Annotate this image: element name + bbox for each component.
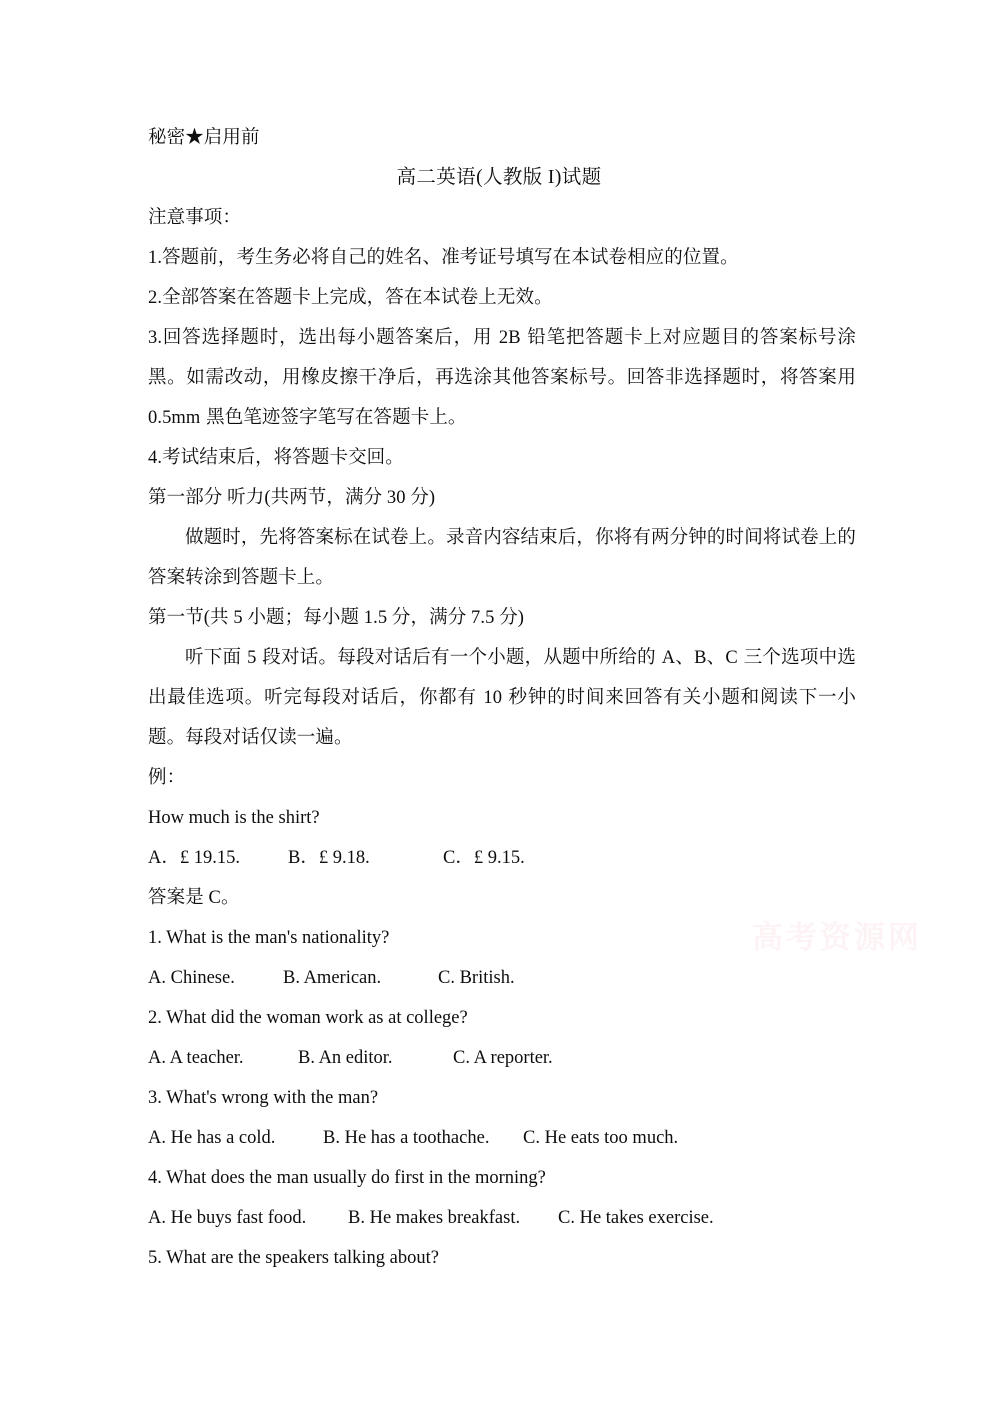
section-one-instruction: 听下面 5 段对话。每段对话后有一个小题，从题中所给的 A、B、C 三个选项中选出最佳选项。听完每段对话后，你都有 10 秒钟的时间来回答有关小题和阅读下一小题。每段对话仅读一遍。 — [148, 648, 856, 748]
example-label: 例： — [148, 768, 186, 788]
question-1-options — [148, 958, 856, 998]
question-3-stem: 3. What's wrong with the man? — [148, 1088, 379, 1108]
question-3-option-a[interactable]: A. He has a cold. — [148, 1128, 276, 1148]
section-one-heading: 第一节(共 5 小题；每小题 1.5 分，满分 7.5 分) — [148, 608, 525, 628]
question-2-option-a[interactable]: A. A teacher. — [148, 1048, 244, 1068]
question-1-option-a[interactable]: A. Chinese. — [148, 968, 235, 988]
page-title: 高二英语(人教版 I)试题 — [396, 167, 602, 188]
example-options — [148, 838, 856, 878]
example-option-b[interactable]: B．£ 9.18. — [288, 848, 370, 868]
example-option-a[interactable]: A．£ 19.15. — [148, 848, 240, 868]
question-2-option-b[interactable]: B. An editor. — [298, 1048, 393, 1068]
question-3-options — [148, 1118, 856, 1158]
question-1-option-c[interactable]: C. British. — [438, 968, 515, 988]
question-2-option-c[interactable]: C. A reporter. — [453, 1048, 553, 1068]
question-4-stem: 4. What does the man usually do first in the morning? — [148, 1168, 546, 1188]
note-item-3: 3.回答选择题时，选出每小题答案后，用 2B 铅笔把答题卡上对应题目的答案标号涂黑。如需改动，用橡皮擦干净后，再选涂其他答案标号。回答非选择题时，将答案用 0.5mm 黑色笔迹签字笔写在答题卡上。 — [148, 328, 856, 428]
question-3-option-b[interactable]: B. He has a toothache. — [323, 1128, 490, 1148]
site-watermark: 高考资源网 — [752, 920, 922, 956]
note-item-4: 4.考试结束后，将答题卡交回。 — [148, 448, 404, 468]
note-item-1: 1.答题前，考生务必将自己的姓名、准考证号填写在本试卷相应的位置。 — [148, 248, 739, 268]
question-4-option-b[interactable]: B. He makes breakfast. — [348, 1208, 521, 1228]
document-content — [148, 118, 856, 1278]
question-2-stem: 2. What did the woman work as at college? — [148, 1008, 468, 1028]
question-5-stem: 5. What are the speakers talking about? — [148, 1248, 439, 1268]
note-item-2: 2.全部答案在答题卡上完成，答在本试卷上无效。 — [148, 288, 553, 308]
question-3-option-c[interactable]: C. He eats too much. — [523, 1128, 679, 1148]
question-1-option-b[interactable]: B. American. — [283, 968, 382, 988]
question-4-option-a[interactable]: A. He buys fast food. — [148, 1208, 307, 1228]
question-1-stem: 1. What is the man's nationality? — [148, 928, 390, 948]
example-option-c[interactable]: C．£ 9.15. — [443, 848, 525, 868]
example-question: How much is the shirt? — [148, 808, 320, 828]
question-2-options — [148, 1038, 856, 1078]
question-4-option-c[interactable]: C. He takes exercise. — [558, 1208, 714, 1228]
part-one-heading: 第一部分 听力(共两节，满分 30 分) — [148, 488, 436, 508]
security-notice: 秘密★启用前 — [148, 128, 260, 148]
notes-heading: 注意事项： — [148, 208, 242, 228]
question-4-options — [148, 1198, 856, 1238]
part-one-instruction: 做题时，先将答案标在试卷上。录音内容结束后，你将有两分钟的时间将试卷上的答案转涂到答题卡上。 — [148, 528, 856, 588]
example-answer: 答案是 C。 — [148, 888, 240, 908]
